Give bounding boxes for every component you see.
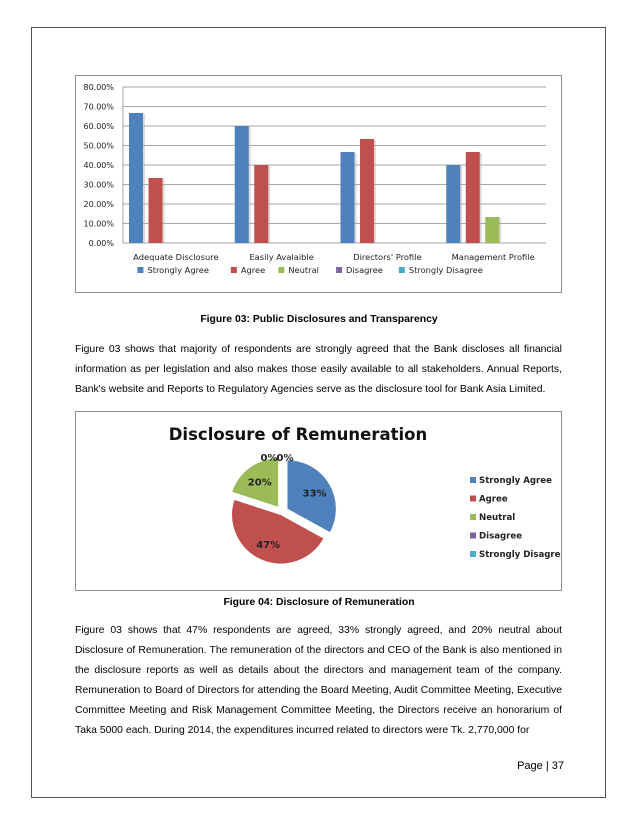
- pie-legend-swatch-neutral: [470, 514, 476, 520]
- legend-label-strongly-agree: Strongly Agree: [147, 265, 210, 275]
- bar-strongly-agree: [235, 126, 249, 243]
- pie-legend-swatch-agree: [470, 496, 476, 502]
- y-tick-label: 30.00%: [83, 180, 114, 190]
- y-tick-label: 70.00%: [83, 102, 114, 112]
- bar-strongly-agree: [129, 113, 143, 243]
- pie-legend-label-agree: Agree: [479, 494, 508, 505]
- legend-swatch-neutral: [278, 267, 284, 273]
- figure-04-caption: Figure 04: Disclosure of Remuneration: [223, 597, 415, 608]
- bar-strongly-agree: [341, 152, 355, 243]
- bar-agree: [254, 165, 268, 243]
- x-category-label: Management Profile: [451, 252, 535, 262]
- paragraph-figure-03: [75, 340, 562, 400]
- y-tick-label: 20.00%: [83, 200, 114, 209]
- pie-data-label: 47%: [256, 539, 281, 551]
- pie-legend-label-disagree: Disagree: [479, 531, 523, 542]
- y-tick-label: 40.00%: [83, 161, 114, 170]
- page-number: Page | 37: [517, 760, 564, 772]
- bar-agree: [360, 139, 374, 243]
- paragraph-1-text: Figure 03 shows that majority of respondents are strongly agreed that the Bank discloses all financial information as per legislation and also makes those easily available to all stakeholders. Annual Reports, Bank's website and Reports to Regulatory Agencies serve as the disclosure tool for Bank Asia Limited.: [75, 344, 562, 395]
- figure-03-caption: Figure 03: Public Disclosures and Transparency: [200, 314, 438, 325]
- bar-chart-svg: [76, 76, 561, 292]
- legend-label-strongly-disagree: Strongly Disagree: [408, 265, 483, 275]
- pie-legend-label-neutral: Neutral: [479, 513, 516, 523]
- pie-title: Disclosure of Remuneration: [168, 425, 428, 444]
- legend-label-disagree: Disagree: [346, 265, 383, 275]
- legend-label-agree: Agree: [240, 265, 266, 275]
- pie-legend-label-strongly-disagree: Strongly Disagree: [479, 550, 561, 560]
- x-category-label: Easily Avalaible: [249, 252, 314, 262]
- pie-legend-swatch-strongly-agree: [470, 477, 476, 483]
- bar-agree: [466, 152, 480, 243]
- pie-chart-remuneration: [75, 411, 562, 591]
- bar-neutral: [485, 217, 499, 243]
- legend-swatch-agree: [231, 267, 237, 273]
- y-tick-label: 10.00%: [83, 219, 114, 229]
- legend-swatch-disagree: [336, 267, 342, 273]
- pie-data-label: 20%: [247, 477, 272, 489]
- y-tick-label: 80.00%: [83, 83, 114, 92]
- legend-label-neutral: Neutral: [288, 265, 319, 275]
- y-tick-label: 50.00%: [83, 141, 114, 151]
- legend-swatch-strongly-agree: [137, 267, 143, 273]
- pie-legend-swatch-strongly-disagree: [470, 551, 476, 557]
- paragraph-figure-04: [75, 621, 562, 741]
- legend-swatch-strongly-disagree: [399, 267, 405, 273]
- bar-chart-public-disclosures: [75, 75, 562, 293]
- bar-agree: [149, 178, 163, 243]
- pie-data-label-zero: 0%: [260, 453, 278, 464]
- pie-chart-svg: [76, 412, 561, 590]
- pie-data-label-zero: 0%: [276, 453, 294, 464]
- bar-strongly-agree: [446, 165, 460, 243]
- pie-data-label: 33%: [302, 488, 327, 500]
- pie-legend-label-strongly-agree: Strongly Agree: [479, 476, 552, 486]
- paragraph-2-text: Figure 03 shows that 47% respondents are agreed, 33% strongly agreed, and 20% neutral about Disclosure of Remuneration. The remuneration of the directors and CEO of the Bank is also mentioned in the disclosure reports as well as details about the directors and management team of the company. Remuneration to Board of Directors for attending the Board Meeting, Audit Committee Meeting, Executive Committee Meeting and Risk Management Committee Meeting, the Directors receive an honorarium of Taka 5000 each. During 2014, the expenditures incurred related to directors were Tk. 2,770,000 for: [75, 625, 562, 736]
- y-tick-label: 0.00%: [88, 239, 114, 248]
- x-category-label: Adequate Disclosure: [133, 252, 219, 262]
- x-category-label: Directors' Profile: [353, 252, 422, 262]
- y-tick-label: 60.00%: [83, 122, 114, 131]
- pie-legend-swatch-disagree: [470, 533, 476, 539]
